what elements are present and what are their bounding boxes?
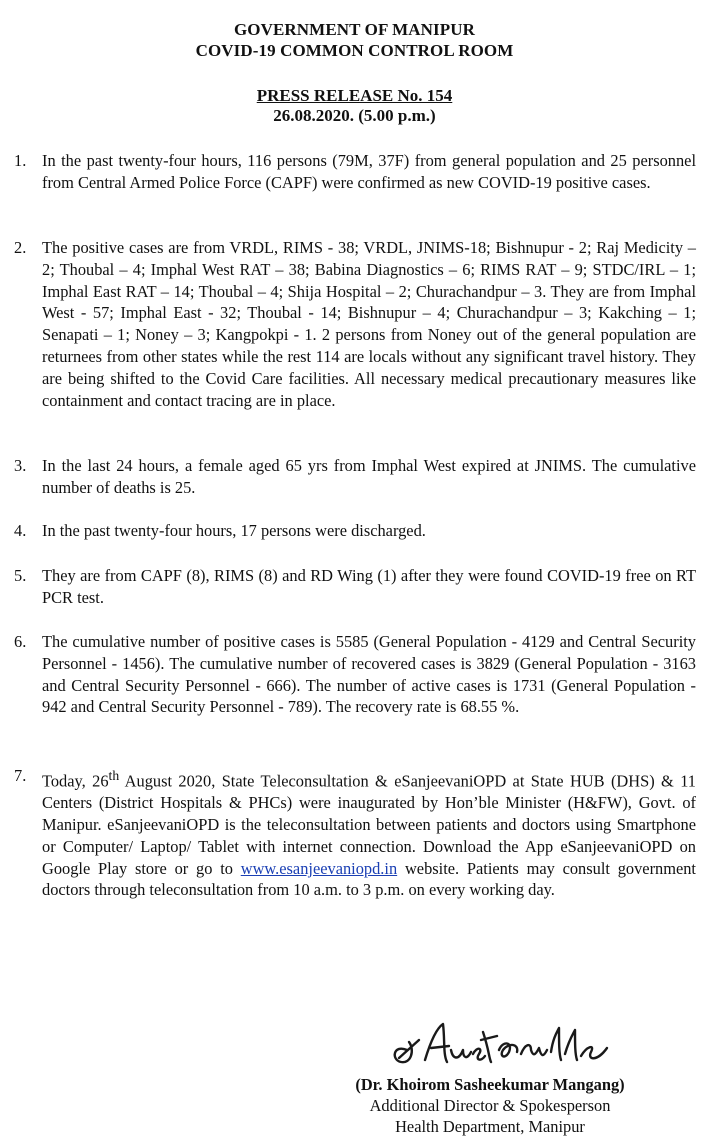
item-number: 6.: [14, 632, 27, 651]
handwritten-signature: [385, 1010, 615, 1074]
website-link[interactable]: www.esanjeevaniopd.in: [240, 858, 398, 878]
item-text: [42, 765, 696, 901]
list-item-6: [14, 631, 696, 718]
item-text-part: Today, 26: [42, 771, 109, 791]
list-item-2: [14, 237, 696, 411]
item-text-part: August 2020, State Teleconsultation & eSanjeevaniOPD at State HUB (DHS) & 11 Centers (District Hospitals & PHCs) were inaugurated by Hon’ble Minister (H&FW), Govt. of Manipur. eSanjeevaniOPD is the teleconsultation between patients and doctors using Smartphone or Computer/ Laptop/ Tablet with internet connection. Download the App eSanjeevaniOPD on Google Play store or go to: [42, 771, 696, 878]
item-text: In the past twenty-four hours, 17 persons were discharged.: [42, 521, 426, 540]
item-text: In the past twenty-four hours, 116 persons (79M, 37F) from general population and 25 personnel from Central Armed Police Force (CAPF) were confirmed as new COVID-19 positive cases.: [42, 151, 696, 192]
signatory-name: (Dr. Khoirom Sasheekumar Mangang): [355, 1075, 625, 1094]
item-number: 5.: [14, 566, 27, 585]
list-item-3: [14, 455, 696, 499]
signatory-title: Additional Director & Spokesperson: [369, 1096, 611, 1115]
item-text-part: website. Patients may consult government doctors through teleconsultation from 10 a.m. to 3 p.m. on every working day.: [42, 858, 696, 900]
item-text: They are from CAPF (8), RIMS (8) and RD Wing (1) after they were found COVID-19 free on RT PCR test.: [42, 566, 696, 607]
item-number: 4.: [14, 521, 27, 540]
press-release-title: [0, 86, 709, 106]
press-release-number: PRESS RELEASE No. 154: [256, 86, 453, 105]
control-room-heading: COVID-19 COMMON CONTROL ROOM: [195, 41, 514, 60]
government-heading: GOVERNMENT OF MANIPUR: [233, 20, 476, 39]
item-text: The positive cases are from VRDL, RIMS - 38; VRDL, JNIMS-18; Bishnupur - 2; Raj Medicity – 2; Thoubal – 4; Imphal West RAT – 38; Babina Diagnostics – 6; RIMS RAT – 9; STDC/IRL – 1; Imphal East RAT – 14; Thoubal – 4; Shija Hospital – 2; Churachandpur – 3. They are from Imphal West - 57; Imphal East - 32; Thoubal - 14; Bishnupur – 4; Churachandpur – 3; Kakching – 1; Senapati – 1; Noney – 3; Kangpokpi - 1. 2 persons from Noney out of the general population are returnees from other states while the rest 114 are locals without any significant travel history. They are being shifted to the Covid Care facilities. All necessary medical precautionary measures like containment and contact tracing are in place.: [42, 238, 696, 410]
item-number: 7.: [14, 766, 27, 785]
ordinal-suffix: th: [108, 768, 120, 783]
item-number: 3.: [14, 456, 27, 475]
list-item-4: [14, 520, 696, 542]
list-item-5: [14, 565, 696, 609]
press-release-date: 26.08.2020. (5.00 p.m.): [273, 106, 436, 125]
item-text: In the last 24 hours, a female aged 65 yrs from Imphal West expired at JNIMS. The cumulative number of deaths is 25.: [42, 456, 696, 497]
signatory-department: Health Department, Manipur: [395, 1117, 585, 1136]
item-text: The cumulative number of positive cases is 5585 (General Population - 4129 and Central Security Personnel - 1456). The cumulative number of recovered cases is 3829 (General Population - 3163 and Central Security Personnel - 666). The number of active cases is 1731 (General Population - 942 and Central Security Personnel - 789). The recovery rate is 68.55 %.: [42, 632, 696, 717]
item-number: 1.: [14, 151, 27, 170]
list-item-1: [14, 150, 696, 194]
list-item-7: [14, 765, 696, 901]
item-number: 2.: [14, 238, 27, 257]
